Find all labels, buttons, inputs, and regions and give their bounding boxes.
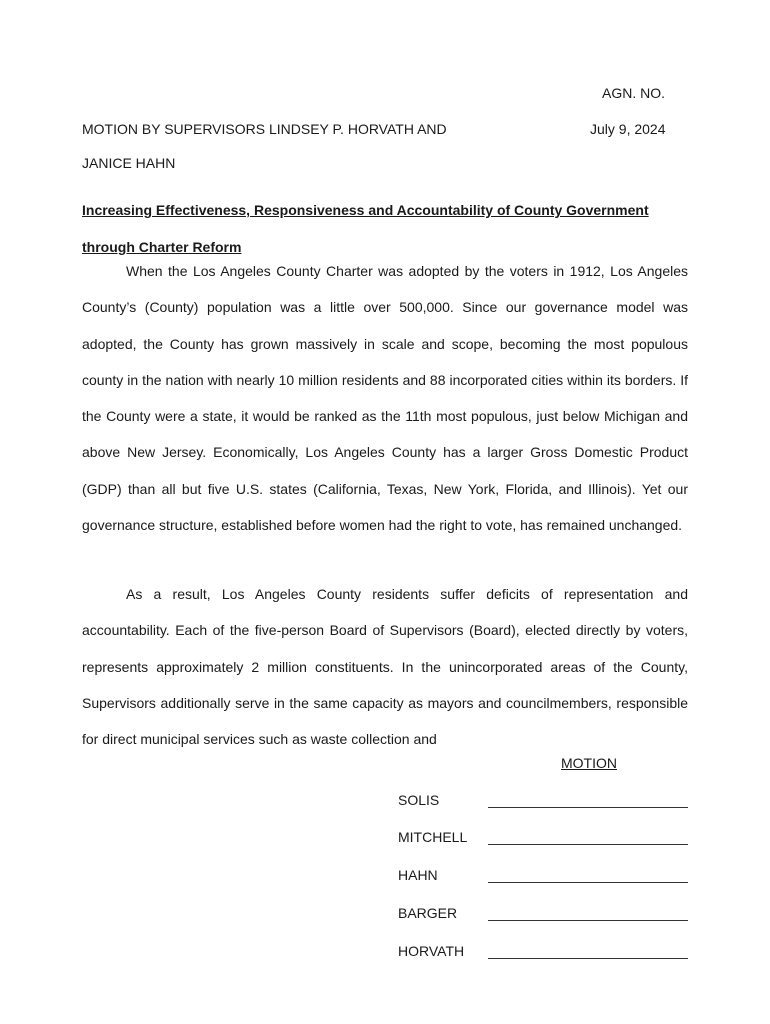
vote-signature-line (488, 920, 688, 921)
paragraph-1 (82, 253, 688, 543)
motion-label: MOTION (561, 755, 617, 771)
vote-signature-line (488, 844, 688, 845)
paragraph-1-text: When the Los Angeles County Charter was adopted by the voters in 1912, Los Angeles County’s (County) population was a little over 500,000. Since our governance model was adopted, the County has grown massively in scale and scope, becoming the most populous county in the nation with nearly 10 million residents and 88 incorporated cities within its borders. If the County were a state, it would be ranked as the 11th most populous, just below Michigan and above New Jersey. Economically, Los Angeles County has a larger Gross Domestic Product (GDP) than all but five U.S. states (California, Texas, New York, Florida, and Illinois). Yet our governance structure, established before women had the right to vote, has remained unchanged. (82, 263, 688, 534)
vote-name: HAHN (398, 867, 438, 883)
vote-signature-line (488, 807, 688, 808)
agenda-number: AGN. NO. (602, 85, 666, 101)
motion-title: Increasing Effectiveness, Responsiveness and Accountability of County Government through Charter Reform (82, 202, 649, 255)
vote-name: HORVATH (398, 943, 465, 959)
second-sponsor: JANICE HAHN (82, 155, 176, 171)
motion-date: July 9, 2024 (590, 121, 666, 137)
vote-signature-line (488, 882, 688, 883)
vote-name: SOLIS (398, 792, 440, 808)
motion-by-line: MOTION BY SUPERVISORS LINDSEY P. HORVATH AND (82, 121, 447, 137)
paragraph-2 (82, 576, 688, 757)
paragraph-2-text: As a result, Los Angeles County residents suffer deficits of representation and accountability. Each of the five-person Board of Supervisors (Board), elected directly by voters, represents approximately 2 million constituents. In the unincorporated areas of the County, Supervisors additionally serve in the same capacity as mayors and councilmembers, responsible for direct municipal services such as waste collection and (82, 586, 688, 748)
vote-name: MITCHELL (398, 829, 468, 845)
vote-name: BARGER (398, 905, 458, 921)
vote-signature-line (488, 958, 688, 959)
